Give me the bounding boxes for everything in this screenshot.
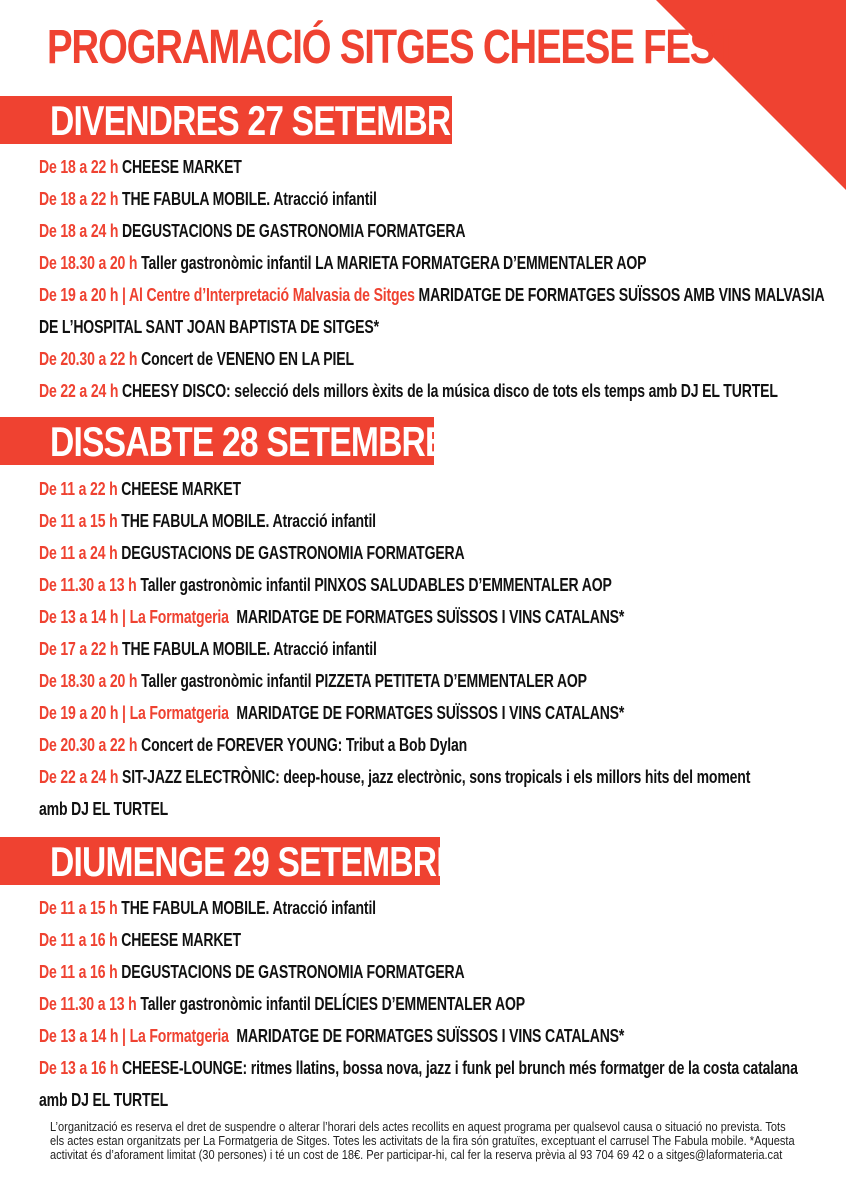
event-row bbox=[0, 151, 788, 183]
event-row bbox=[0, 505, 788, 537]
event-time: De 11 a 16 h bbox=[39, 962, 118, 982]
event-row bbox=[0, 1020, 788, 1052]
event-time: De 13 a 16 h bbox=[39, 1058, 119, 1078]
event-row bbox=[0, 761, 788, 793]
event-row bbox=[0, 1052, 798, 1084]
event-venue: | Al Centre d’Interpretació Malvasia de Sitges bbox=[118, 285, 415, 305]
event-desc: SIT-JAZZ ELECTRÒNIC: deep-house, jazz electrònic, sons tropicals i els millors hits del moment bbox=[122, 767, 751, 787]
event-time: De 22 a 24 h bbox=[39, 767, 119, 787]
event-desc: Concert de VENENO EN LA PIEL bbox=[141, 349, 354, 369]
event-list-saturday bbox=[0, 473, 846, 825]
day-heading: DIUMENGE 29 SETEMBRE 2019 bbox=[50, 838, 538, 885]
event-row bbox=[0, 601, 788, 633]
event-time: De 11.30 a 13 h bbox=[39, 994, 137, 1014]
footer-disclaimer: L’organització es reserva el dret de suspendre o alterar l’horari dels actes recollits en aquest programa per qualsevol causa o situació no prevista. Tots els actes estan organitzats per La Formatgeria de Sitges. Totes les activitats de la fira són gratuïtes, exceptuant el carrusel The Fabula mobile. *Aquesta activitat és d’aforament limitat (30 persones) i té un cost de 18€. Per participar-hi, cal fer la reserva prèvia al 93 704 69 42 o a sitges@laformateria.cat bbox=[50, 1119, 795, 1162]
event-desc: Taller gastronòmic infantil PIZZETA PETITETA D’EMMENTALER AOP bbox=[141, 671, 587, 691]
event-desc: Taller gastronòmic infantil PINXOS SALUDABLES D’EMMENTALER AOP bbox=[140, 575, 612, 595]
event-desc: CHEESY DISCO: selecció dels millors èxits de la música disco de tots els temps amb DJ EL TURTEL bbox=[122, 381, 778, 401]
event-row bbox=[0, 279, 825, 311]
event-row bbox=[0, 924, 788, 956]
event-time: De 20.30 a 22 h bbox=[39, 735, 138, 755]
event-row bbox=[0, 537, 788, 569]
event-row bbox=[0, 183, 788, 215]
event-desc: MARIDATGE DE FORMATGES SUÏSSOS AMB VINS MALVASIA bbox=[418, 285, 825, 305]
event-time: De 17 a 22 h bbox=[39, 639, 119, 659]
event-desc: CHEESE MARKET bbox=[121, 479, 241, 499]
event-time: De 13 a 14 h bbox=[39, 1026, 119, 1046]
event-time: De 13 a 14 h bbox=[39, 607, 119, 627]
event-row bbox=[0, 633, 788, 665]
event-row bbox=[0, 569, 788, 601]
day-section-sunday bbox=[0, 837, 538, 885]
event-desc: CHEESE-LOUNGE: ritmes llatins, bossa nova, jazz i funk pel brunch més formatger de la costa catalana bbox=[122, 1058, 798, 1078]
event-row bbox=[0, 729, 788, 761]
event-time: De 11 a 24 h bbox=[39, 543, 118, 563]
event-time: De 11 a 15 h bbox=[39, 898, 118, 918]
event-row bbox=[0, 375, 788, 407]
event-time: De 18.30 a 20 h bbox=[39, 671, 138, 691]
event-desc: DEGUSTACIONS DE GASTRONOMIA FORMATGERA bbox=[121, 962, 465, 982]
day-section-saturday bbox=[0, 417, 527, 465]
page-title: PROGRAMACIÓ SITGES CHEESE FEST bbox=[47, 21, 737, 74]
event-desc: THE FABULA MOBILE. Atracció infantil bbox=[121, 511, 376, 531]
event-time: De 11 a 15 h bbox=[39, 511, 118, 531]
event-row bbox=[0, 247, 788, 279]
event-time: De 11 a 22 h bbox=[39, 479, 118, 499]
event-desc: DE L’HOSPITAL SANT JOAN BAPTISTA DE SITGES* bbox=[39, 317, 379, 337]
day-heading: DIVENDRES 27 SETEMBRE 2019 bbox=[50, 97, 553, 144]
event-time: De 18 a 22 h bbox=[39, 157, 119, 177]
event-row bbox=[0, 697, 788, 729]
event-row bbox=[0, 343, 788, 375]
event-desc: CHEESE MARKET bbox=[121, 930, 241, 950]
event-desc: DEGUSTACIONS DE GASTRONOMIA FORMATGERA bbox=[121, 543, 465, 563]
event-time: De 19 a 20 h bbox=[39, 285, 119, 305]
event-desc: Taller gastronòmic infantil LA MARIETA FORMATGERA D’EMMENTALER AOP bbox=[141, 253, 647, 273]
event-desc: amb DJ EL TURTEL bbox=[39, 1090, 169, 1110]
event-row bbox=[0, 473, 788, 505]
event-desc: CHEESE MARKET bbox=[122, 157, 242, 177]
event-list-friday bbox=[0, 151, 846, 407]
event-desc: THE FABULA MOBILE. Atracció infantil bbox=[122, 189, 377, 209]
event-time: De 18 a 22 h bbox=[39, 189, 119, 209]
day-bar bbox=[0, 837, 538, 885]
event-venue: | La Formatgeria bbox=[118, 1026, 229, 1046]
event-row bbox=[0, 215, 788, 247]
event-desc: DEGUSTACIONS DE GASTRONOMIA FORMATGERA bbox=[122, 221, 466, 241]
event-row bbox=[0, 793, 788, 825]
event-row bbox=[0, 892, 788, 924]
event-desc: MARIDATGE DE FORMATGES SUÏSSOS I VINS CATALANS* bbox=[236, 607, 625, 627]
event-row bbox=[0, 956, 788, 988]
event-time: De 19 a 20 h bbox=[39, 703, 119, 723]
event-desc: Taller gastronòmic infantil DELÍCIES D’EMMENTALER AOP bbox=[140, 994, 525, 1014]
event-desc: MARIDATGE DE FORMATGES SUÏSSOS I VINS CATALANS* bbox=[236, 1026, 625, 1046]
day-heading: DISSABTE 28 SETEMBRE 2019 bbox=[50, 418, 527, 465]
event-desc: THE FABULA MOBILE. Atracció infantil bbox=[121, 898, 376, 918]
event-time: De 11 a 16 h bbox=[39, 930, 118, 950]
event-venue: | La Formatgeria bbox=[118, 607, 229, 627]
event-desc: Concert de FOREVER YOUNG: Tribut a Bob Dylan bbox=[141, 735, 468, 755]
event-time: De 22 a 24 h bbox=[39, 381, 119, 401]
event-desc: THE FABULA MOBILE. Atracció infantil bbox=[122, 639, 377, 659]
event-time: De 20.30 a 22 h bbox=[39, 349, 138, 369]
event-desc: amb DJ EL TURTEL bbox=[39, 799, 169, 819]
event-list-sunday bbox=[0, 892, 846, 1116]
event-desc: MARIDATGE DE FORMATGES SUÏSSOS I VINS CATALANS* bbox=[236, 703, 625, 723]
event-row bbox=[0, 665, 788, 697]
event-row bbox=[0, 988, 788, 1020]
day-bar bbox=[0, 417, 527, 465]
day-bar bbox=[0, 96, 553, 144]
event-row bbox=[0, 1084, 788, 1116]
event-venue: | La Formatgeria bbox=[118, 703, 229, 723]
day-section-friday bbox=[0, 96, 553, 144]
event-time: De 18 a 24 h bbox=[39, 221, 119, 241]
event-time: De 18.30 a 20 h bbox=[39, 253, 138, 273]
event-time: De 11.30 a 13 h bbox=[39, 575, 137, 595]
event-row bbox=[0, 311, 788, 343]
